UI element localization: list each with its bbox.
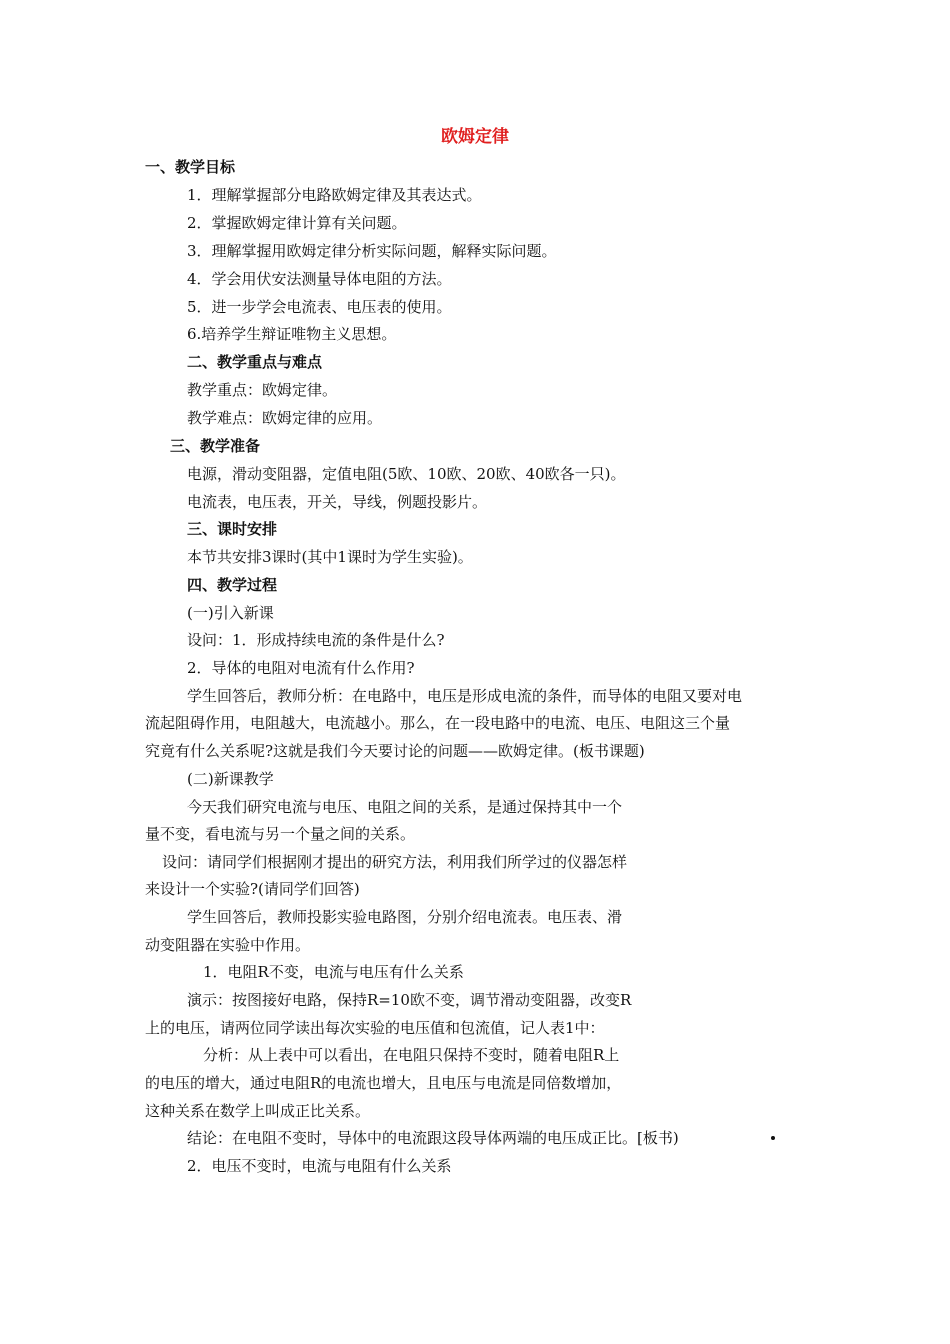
preparation-line-2: 电流表，电压表，开关，导线，例题投影片。: [187, 493, 488, 511]
goal-item-2: 2．掌握欧姆定律计算有关问题。: [187, 214, 407, 232]
heading-teaching-goals: 一、教学目标: [145, 158, 236, 176]
preparation-line-1: 电源，滑动变阻器，定值电阻(5欧、10欧、20欧、40欧各一只)。: [187, 465, 626, 483]
paragraph-line: 演示：按图接好电路，保持R=10欧不变，调节滑动变阻器，改变R: [187, 991, 632, 1009]
question-2: 2．导体的电阻对电流有什么作用?: [187, 659, 415, 677]
paragraph-line: 这种关系在数学上叫成正比关系。: [145, 1102, 371, 1120]
key-point-text: 教学重点：欧姆定律。: [187, 381, 338, 399]
experiment-heading-1: 1．电阻R不变，电流与电压有什么关系: [203, 963, 464, 981]
goal-item-6: 6.培养学生辩证唯物主义思想。: [187, 325, 397, 343]
goal-item-5: 5．进一步学会电流表、电压表的使用。: [187, 298, 452, 316]
goal-item-4: 4．学会用伏安法测量导体电阻的方法。: [187, 270, 452, 288]
paragraph-line: 今天我们研究电流与电压、电阻之间的关系，是通过保持其中一个: [187, 798, 623, 816]
paragraph-line: 究竟有什么关系呢?这就是我们今天要讨论的问题——欧姆定律。(板书课题): [145, 742, 645, 760]
heading-process: 四、教学过程: [187, 576, 278, 594]
paragraph-line: 学生回答后，教师分析：在电路中，电压是形成电流的条件，而导体的电阻又要对电: [187, 687, 743, 705]
experiment-heading-2: 2．电压不变时，电流与电阻有什么关系: [187, 1157, 452, 1175]
bullet-dot-icon: [771, 1136, 775, 1140]
heading-key-points: 二、教学重点与难点: [187, 353, 323, 371]
goal-item-3: 3．理解掌握用欧姆定律分析实际问题，解释实际问题。: [187, 242, 557, 260]
goal-item-1: 1．理解掌握部分电路欧姆定律及其表达式。: [187, 186, 482, 204]
schedule-text: 本节共安排3课时(其中1课时为学生实验)。: [187, 548, 473, 566]
paragraph-line: 量不变，看电流与另一个量之间的关系。: [145, 825, 416, 843]
paragraph-line: 上的电压，请两位同学读出每次实验的电压值和包流值，记人表1中：: [145, 1019, 605, 1037]
conclusion-line: 结论：在电阻不变时，导体中的电流跟这段导体两端的电压成正比。[板书): [187, 1129, 679, 1147]
heading-preparation: 三、教学准备: [170, 437, 261, 455]
subheading-intro: (一)引入新课: [187, 604, 274, 622]
question-1: 设问：1．形成持续电流的条件是什么?: [187, 631, 445, 649]
paragraph-line: 学生回答后，教师投影实验电路图，分别介绍电流表。电压表、滑: [187, 908, 623, 926]
document-title: 欧姆定律: [441, 127, 509, 147]
paragraph-line: 分析：从上表中可以看出，在电阻只保持不变时，随着电阻R上: [203, 1046, 620, 1064]
paragraph-line: 动变阻器在实验中作用。: [145, 936, 311, 954]
paragraph-line: 流起阻碍作用，电阻越大，电流越小。那么，在一段电路中的电流、电压、电阻这三个量: [145, 714, 731, 732]
paragraph-line: 设问：请同学们根据刚才提出的研究方法，利用我们所学过的仪器怎样: [162, 853, 628, 871]
paragraph-line: 来设计一个实验?(请同学们回答): [145, 880, 360, 898]
paragraph-line: 的电压的增大，通过电阻R的电流也增大，且电压与电流是同倍数增加，: [145, 1074, 622, 1092]
subheading-new-lesson: (二)新课教学: [187, 770, 274, 788]
difficulty-text: 教学难点：欧姆定律的应用。: [187, 409, 383, 427]
heading-schedule: 三、课时安排: [187, 520, 278, 538]
